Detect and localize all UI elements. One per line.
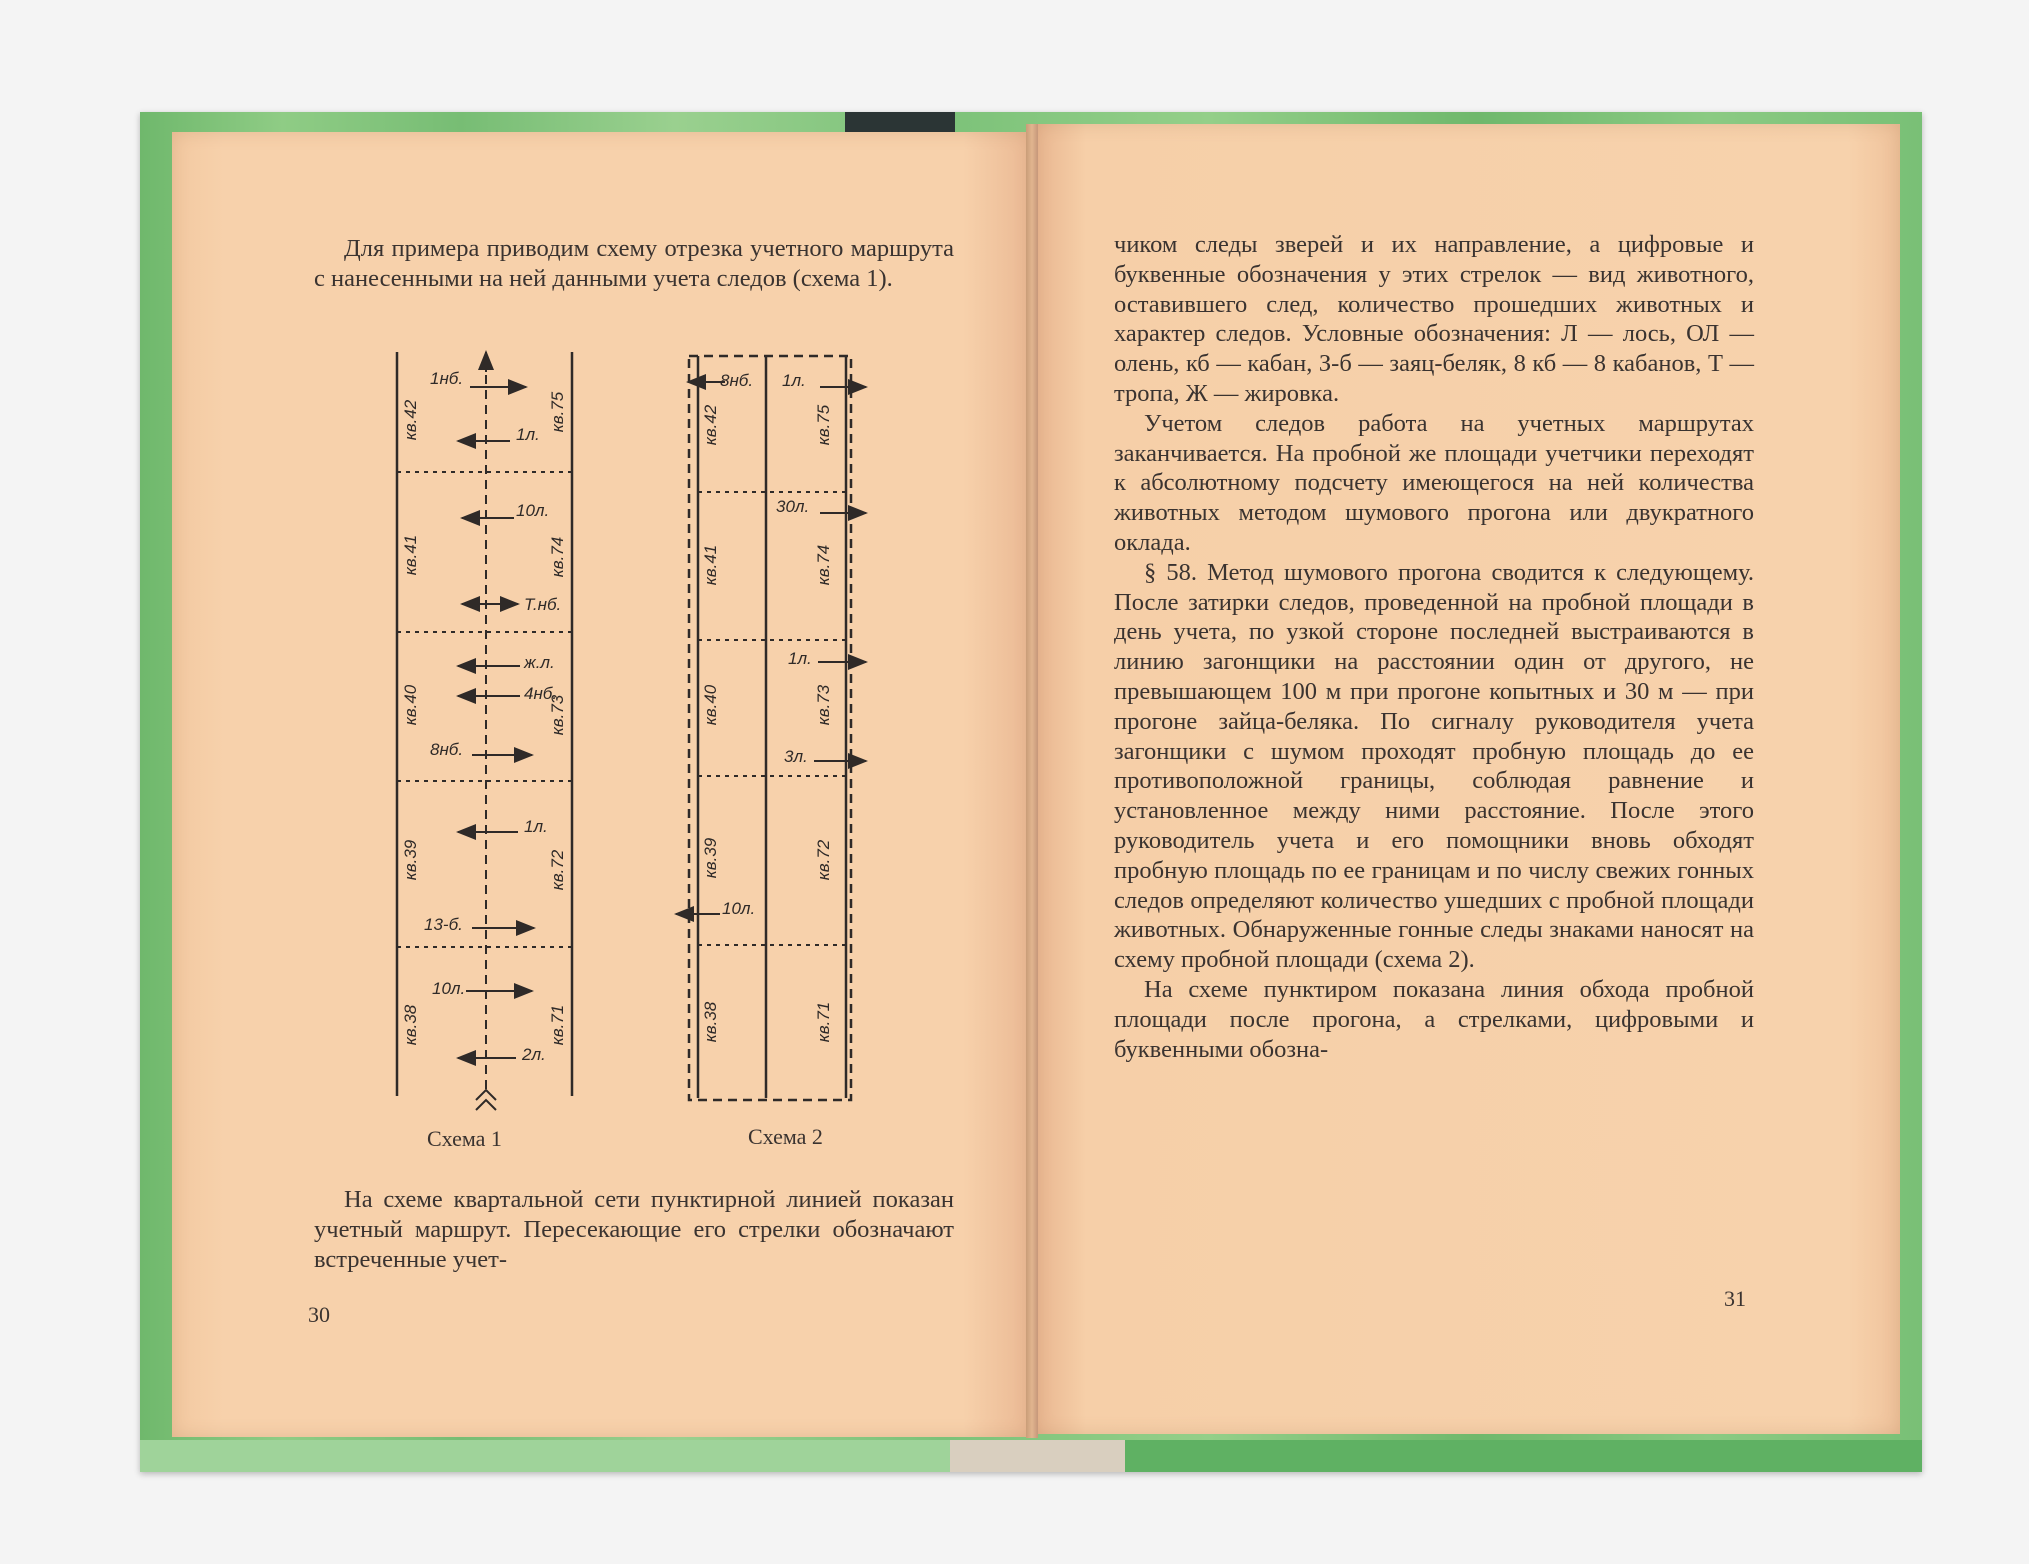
right-page-text: [1114, 230, 1754, 1064]
left-paragraph-2: На схеме квартальной сети пунктирной линией показан учетный маршрут. Пересекающие его стрелки обозначают встреченные учет-: [314, 1186, 954, 1273]
scheme2-left-label: кв.39: [701, 837, 720, 879]
track-label: 1л.: [782, 371, 806, 390]
scheme1-left-label: кв.38: [401, 1004, 420, 1046]
track-label: 1л.: [788, 649, 812, 668]
scheme-1-labels: [401, 369, 567, 1064]
scheme2-left-label: кв.40: [701, 684, 720, 726]
scheme2-left-label: кв.38: [701, 1001, 720, 1043]
track-label: 10л.: [432, 979, 466, 998]
right-paragraph-1: чиком следы зверей и их направление, а цифровые и буквенные обозначения у этих стрелок — вид животного, оставившего след, количество прошедших животных и характер следов. Условные обозначения: Л — лось, ОЛ — олень, кб — кабан, З-б — заяц-беляк, 8 кб — 8 кабанов, Т — тропа, Ж — жировка.: [1114, 231, 1754, 407]
scheme1-left-label: кв.42: [401, 399, 420, 441]
scheme-1: [397, 352, 572, 1110]
scheme1-right-label: кв.73: [548, 694, 567, 736]
scheme1-right-label: кв.71: [548, 1004, 567, 1046]
scheme-2: [676, 356, 866, 1100]
page-number-right: 31: [1724, 1286, 1746, 1311]
left-page-outro: [314, 1185, 954, 1274]
scheme2-right-label: кв.72: [814, 839, 833, 881]
track-label: ж.л.: [524, 653, 555, 672]
track-label: 30л.: [776, 497, 810, 516]
track-label: 8нб.: [430, 740, 464, 759]
scheme-1-caption: Схема 1: [427, 1126, 502, 1151]
right-paragraph-3: § 58. Метод шумового прогона сводится к следующему. После затирки следов, проведенной на пробной площади в день учета, по узкой стороне последней выстраиваются в линию загонщики на расстоянии один от другого, не превышающем 100 м при прогоне копытных и 30 м — при прогоне зайца-беляка. По сигналу руководителя учета загонщики с шумом проходят пробную площадь до ее противоположной границы, соблюдая равнение и установленное между ними расстояние. После этого руководитель учета и его помощники вновь обходят пробную площадь по ее границам и по числу свежих гонных следов определяют количество ушедших с пробной площади животных. Обнаруженные гонные следы знаками наносят на схему пробной площади (схема 2).: [1114, 558, 1754, 974]
track-label: 1л.: [516, 425, 540, 444]
track-label: 1нб.: [430, 369, 464, 388]
track-label: 8нб.: [720, 371, 754, 390]
right-paragraph-2: Учетом следов работа на учетных маршрутах заканчивается. На пробной же площади учетчики переходят к абсолютному подсчету имеющегося на ней количества животных методом шумового прогона или двукратного оклада.: [1114, 409, 1754, 556]
track-label: Т.нб.: [524, 595, 562, 614]
scheme-2-caption: Схема 2: [748, 1124, 823, 1149]
scheme1-right-label: кв.75: [548, 391, 567, 433]
left-paragraph-1: Для примера приводим схему отрезка учетного маршрута с нанесенными на ней данными учета следов (схема 1).: [314, 235, 954, 292]
page-number-left: 30: [308, 1302, 330, 1327]
track-label: 2л.: [522, 1045, 546, 1064]
track-label: 3л.: [784, 747, 808, 766]
scheme2-right-label: кв.75: [814, 404, 833, 446]
scheme2-right-label: кв.73: [814, 684, 833, 726]
scheme2-left-label: кв.42: [701, 404, 720, 446]
scheme1-left-label: кв.39: [401, 839, 420, 881]
track-label: 10л.: [722, 899, 756, 918]
scheme2-left-label: кв.41: [701, 544, 720, 586]
track-label: 4нб.: [524, 684, 558, 703]
scheme1-right-label: кв.74: [548, 536, 567, 578]
right-paragraph-4: На схеме пунктиром показана линия обхода пробной площади после прогона, а стрелками, цифровыми и буквенными обозна-: [1114, 975, 1754, 1063]
scheme1-right-label: кв.72: [548, 849, 567, 891]
scheme1-left-label: кв.41: [401, 534, 420, 576]
track-label: 10л.: [516, 501, 550, 520]
track-label: 13-б.: [424, 915, 463, 934]
scheme2-right-label: кв.74: [814, 544, 833, 586]
scheme1-left-label: кв.40: [401, 684, 420, 726]
track-label: 1л.: [524, 817, 548, 836]
scheme2-right-label: кв.71: [814, 1001, 833, 1043]
